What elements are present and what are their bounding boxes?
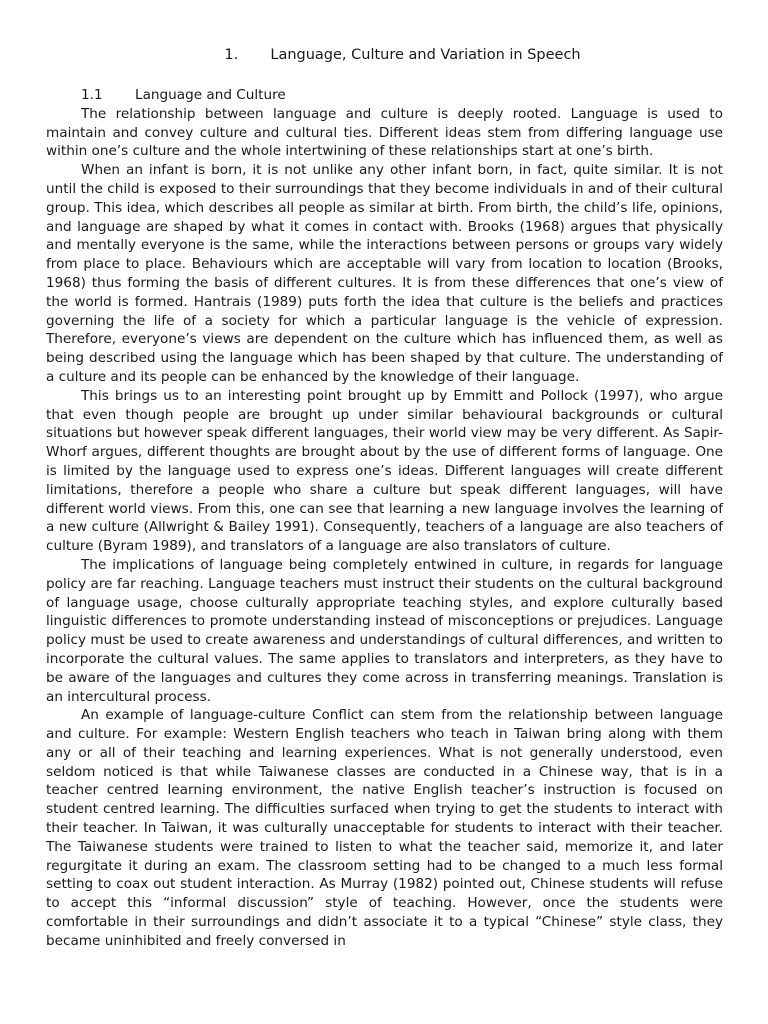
chapter-title-text: Language, Culture and Variation in Speech	[270, 47, 581, 63]
paragraph-2: When an infant is born, it is not unlike any other infant born, in fact, quite similar. It is not until the child is exposed to their surroundings that they become individuals in and of their cultural group. This idea, which describes all people as similar at birth. From birth, the child’s life, opinions, and language are shaped by what it comes in contact with. Brooks (1968) argues that physically and mentally everyone is the same, while the interactions between persons or groups vary widely from place to place. Behaviours which are acceptable will vary from location to location (Brooks, 1968) thus forming the basis of different cultures. It is from these differences that one’s view of the world is formed. Hantrais (1989) puts forth the idea that culture is the beliefs and practices governing the life of a society for which a particular language is the vehicle of expression. Therefore, everyone’s views are dependent on the culture which has influenced them, as well as being described using the language which has been shaped by that culture. The understanding of a culture and its people can be enhanced by the knowledge of their language.	[46, 162, 723, 385]
paragraph-1: The relationship between language and culture is deeply rooted. Language is used to maintain and convey culture and cultural ties. Different ideas stem from differing language use within one’s culture and the whole intertwining of these relationships start at one’s birth.	[46, 105, 723, 160]
section-number: 1.1	[81, 87, 103, 103]
paragraph-4: The implications of language being completely entwined in culture, in regards for language policy are far reaching. Language teachers must instruct their students on the cultural background of language usage, choose culturally appropriate teaching styles, and explore culturally based linguistic differences to promote understanding instead of misconceptions or prejudices. Language policy must be used to create awareness and understandings of cultural differences, and written to incorporate the cultural values. The same applies to translators and interpreters, as they have to be aware of the languages and cultures they come across in transferring meanings. Translation is an intercultural process.	[46, 556, 723, 705]
paragraph-3: This brings us to an interesting point brought up by Emmitt and Pollock (1997), who argue that even though people are brought up under similar behavioural backgrounds or cultural situations but however speak different languages, their world view may be very different. As Sapir-Whorf argues, different thoughts are brought about by the use of different forms of language. One is limited by the language used to express one’s ideas. Different languages will create different limitations, therefore a people who share a culture but speak different languages, will have different world views. From this, one can see that learning a new language involves the learning of a new culture (Allwright & Bailey 1991). Consequently, teachers of a language are also teachers of culture (Byram 1989), and translators of a language are also translators of culture.	[46, 387, 723, 555]
chapter-title	[46, 44, 723, 66]
section-title: Language and Culture	[135, 87, 286, 103]
chapter-number: 1.	[224, 47, 239, 63]
document-page	[46, 44, 723, 951]
paragraph-5: An example of language-culture Conflict can stem from the relationship between language and culture. For example: Western English teachers who teach in Taiwan bring along with them any or all of their teaching and learning experiences. What is not generally understood, even seldom noticed is that while Taiwanese classes are conducted in a Chinese way, that is in a teacher centred learning environment, the native English teacher’s instruction is focused on student centred learning. The difficulties surfaced when trying to get the students to interact with their teacher. In Taiwan, it was culturally unacceptable for students to interact with their teacher. The Taiwanese students were trained to listen to what the teacher said, memorize it, and later regurgitate it during an exam. The classroom setting had to be changed to a much less formal setting to coax out student interaction. As Murray (1982) pointed out, Chinese students will refuse to accept this “informal discussion” style of teaching. However, once the students were comfortable in their surroundings and didn’t associate it to a typical “Chinese” style class, they became uninhibited and freely conversed in	[46, 707, 723, 949]
section-heading	[46, 86, 723, 105]
